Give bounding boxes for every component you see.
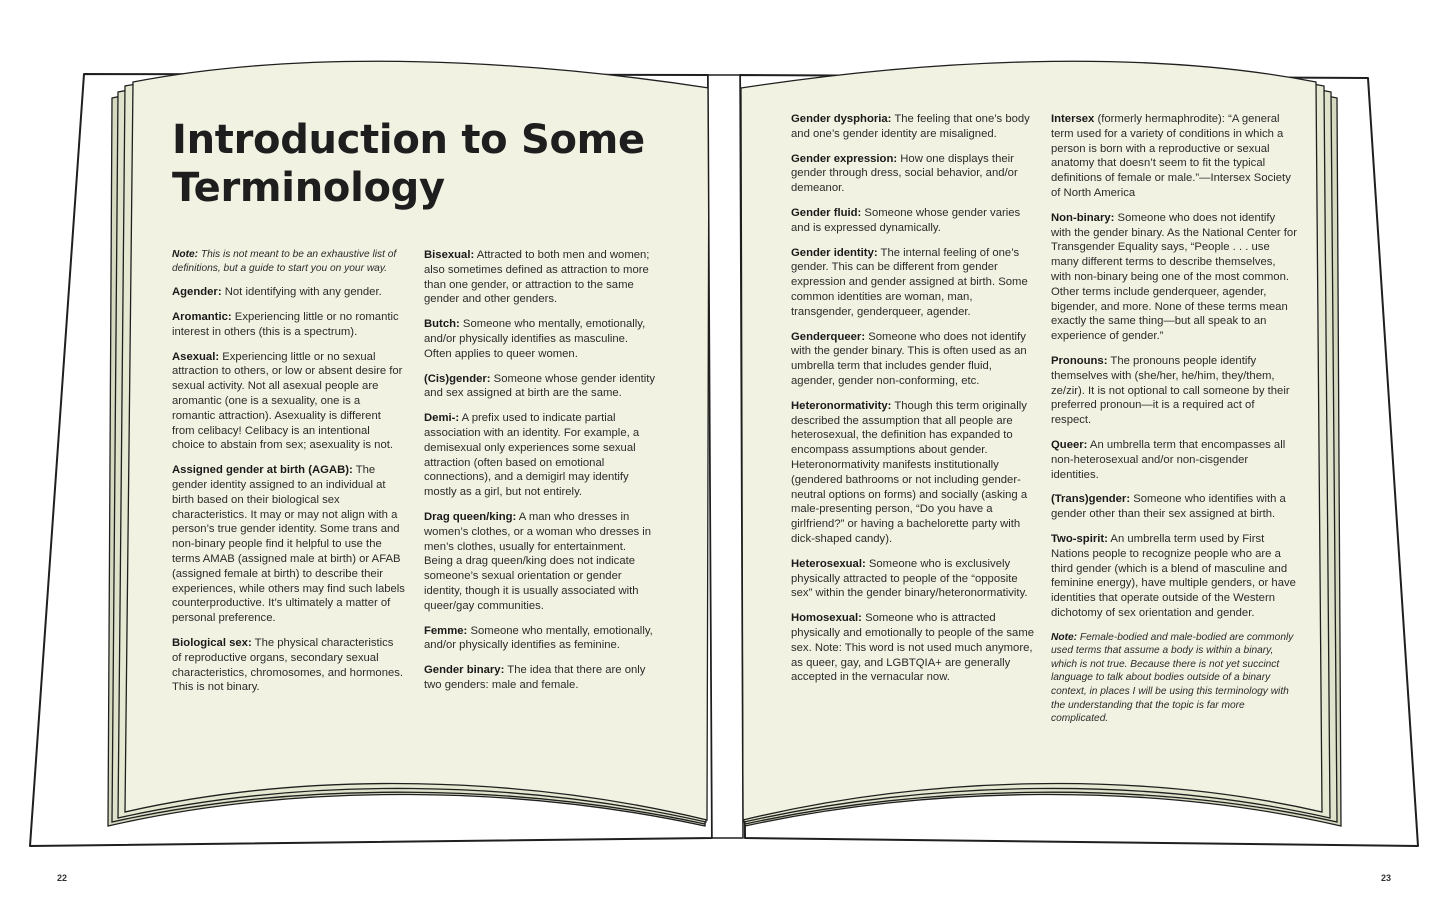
term-definition: Experiencing little or no romantic interest in others (this is a spectrum).: [172, 310, 399, 338]
term-entry: [791, 152, 1037, 196]
term-definition: This is not meant to be an exhaustive list of definitions, but a guide to start you on your way.: [172, 249, 397, 274]
note-entry: [1051, 631, 1297, 726]
term-heading: Femme:: [424, 624, 468, 637]
terms-column-2: [424, 248, 656, 703]
terms-column-1: [172, 248, 405, 705]
term-heading: Note:: [172, 249, 199, 260]
term-heading: Note:: [1051, 631, 1078, 643]
term-definition: The feeling that one’s body and one’s gender identity are misaligned.: [791, 113, 1030, 140]
term-heading: Heteronormativity:: [791, 399, 892, 412]
term-definition: Someone who identifies with a gender other than their sex assigned at birth.: [1051, 493, 1286, 521]
term-definition: Someone who does not identify with the gender binary. This is often used as an umbrella term that includes gender fluid, agender, gender non-conforming, etc.: [791, 330, 1027, 387]
term-entry: [424, 411, 656, 500]
term-entry: [424, 317, 656, 361]
term-heading: Gender dysphoria:: [791, 113, 892, 125]
term-definition: An umbrella term used by First Nations people to recognize people who are a third gender (which is a blend of masculine and feminine energy), have multiple genders, or have identities that operate outside of the Western dichotomy of sex orientation and gender.: [1051, 532, 1296, 619]
term-entry: [791, 611, 1037, 685]
term-definition: Someone whose gender varies and is expressed dynamically.: [791, 206, 1021, 234]
term-definition: Someone whose gender identity and sex assigned at birth are the same.: [424, 372, 656, 400]
term-entry: [172, 310, 405, 340]
term-entry: [1051, 211, 1297, 344]
term-heading: Two-spirit:: [1051, 532, 1108, 545]
term-heading: Gender identity:: [791, 246, 878, 259]
term-entry: [791, 330, 1037, 389]
term-definition: An umbrella term that encompasses all non-heterosexual and/or non-cisgender identities.: [1051, 438, 1286, 481]
term-entry: [172, 636, 405, 695]
term-heading: Intersex: [1051, 113, 1095, 125]
term-heading: Gender fluid:: [791, 206, 862, 219]
term-heading: Bisexual:: [424, 249, 475, 261]
term-definition: Attracted to both men and women; also sometimes defined as attraction to more than one gender, or attraction to the same gender and other genders.: [424, 249, 650, 306]
term-definition: Someone who is exclusively physically attracted to people of the “opposite sex” within the gender binary/heteronormativity.: [791, 557, 1028, 600]
term-entry: [791, 557, 1037, 601]
term-definition: Someone who is attracted physically and emotionally to people of the same sex. Note: This word is not used much anymore, as queer, gay, and LGBTQIA+ are generally accepted in the vernacular now.: [791, 612, 1035, 684]
term-entry: [424, 372, 656, 402]
term-entry: [1051, 438, 1297, 482]
term-heading: Aromantic:: [172, 310, 232, 323]
term-heading: Homosexual:: [791, 612, 862, 625]
page-number-right: 23: [1381, 873, 1392, 883]
term-entry: [172, 350, 405, 454]
term-entry: [791, 112, 1037, 142]
term-definition: The pronouns people identify themselves with (she/her, he/him, they/them, ze/zir). It is not optional to call someone by their preferred pronoun—it is a required act of respect.: [1051, 354, 1290, 427]
term-definition: Not identifying with any gender.: [221, 286, 382, 299]
term-entry: [424, 663, 656, 693]
note-entry: [172, 248, 405, 275]
term-definition: Someone who mentally, emotionally, and/or physically identifies as feminine.: [424, 624, 653, 652]
terms-column-3: [791, 112, 1037, 695]
term-definition: How one displays their gender through dress, social behavior, and/or demeanor.: [791, 152, 1018, 195]
term-entry: [1051, 354, 1297, 428]
term-definition: The idea that there are only two genders: male and female.: [424, 664, 646, 691]
term-definition: A prefix used to indicate partial association with an identity. For example, a demisexual only experiences some sexual attraction (often based on emotional connections), and a demigirl may identify mostly as a girl, but not entirely.: [424, 412, 640, 499]
term-entry: [791, 399, 1037, 547]
term-definition: The physical characteristics of reproductive organs, secondary sexual characteristics, chromosomes, and hormones. This is not binary.: [172, 636, 404, 694]
term-heading: (Cis)gender:: [424, 372, 491, 385]
term-entry: [424, 510, 656, 614]
term-entry: [791, 206, 1037, 236]
term-definition: The internal feeling of one’s gender. This can be different from gender expression and gender assigned at birth. Some common identities are woman, man, transgender, genderqueer, agender.: [791, 246, 1028, 318]
term-definition: Though this term originally described the assumption that all people are heterosexual, the definition has expanded to encompass assumptions about gender. Heteronormativity manifests institutionally (gendered bathrooms or not including gender-neutral options on forms) and socially (asking a male-presenting person, “Do you have a girlfriend?” or having a bachelorette party with dick-shaped candy).: [791, 399, 1028, 545]
term-heading: Genderqueer:: [791, 330, 866, 343]
term-heading: Assigned gender at birth (AGAB):: [172, 464, 353, 477]
term-heading: Drag queen/king:: [424, 510, 517, 523]
term-definition: (formerly hermaphrodite): “A general term used for a variety of conditions in which a person is born with a reproductive or sexual anatomy that doesn’t seem to fit the typical definitions of female or male.”—Intersex Society of North America: [1051, 113, 1291, 199]
term-heading: (Trans)gender:: [1051, 493, 1131, 506]
term-entry: [1051, 112, 1297, 201]
term-heading: Queer:: [1051, 438, 1088, 451]
term-entry: [424, 248, 656, 307]
term-heading: Pronouns:: [1051, 354, 1108, 367]
term-definition: Someone who mentally, emotionally, and/or physically identifies as masculine. Often applies to queer women.: [424, 318, 646, 360]
term-heading: Biological sex:: [172, 636, 252, 649]
term-heading: Butch:: [424, 318, 460, 331]
term-definition: Experiencing little or no sexual attraction to others, or low or absent desire for sexual activity. Not all asexual people are aromantic (one is a sexuality, one is a romantic attraction). Asexuality is different from celibacy! Celibacy is an intentional choice to abstain from sex; asexuality is not.: [172, 350, 403, 452]
term-definition: A man who dresses in women’s clothes, or a woman who dresses in men’s clothes, usually for entertainment. Being a drag queen/king does not indicate someone’s sexual orientation or gender identity, though it is usually associated with queer/gay communities.: [424, 510, 652, 612]
term-entry: [791, 246, 1037, 320]
terms-column-4: [1051, 112, 1297, 736]
term-heading: Demi-:: [424, 412, 460, 425]
term-heading: Agender:: [172, 286, 222, 299]
term-entry: [1051, 532, 1297, 621]
term-heading: Asexual:: [172, 350, 220, 363]
page-title: Introduction to Some Terminology: [172, 117, 645, 211]
term-entry: [172, 463, 405, 626]
term-heading: Heterosexual:: [791, 557, 866, 570]
term-entry: [1051, 492, 1297, 522]
term-entry: [172, 285, 405, 300]
term-definition: The gender identity assigned to an individual at birth based on their biological sex characteristics. It may or may not align with a person’s true gender identity. Some trans and non-binary people find it helpful to use the terms AMAB (assigned male at birth) or AFAB (assigned female at birth) to describe their experiences, while others may find such labels counterproductive. It’s ultimately a matter of personal preference.: [172, 464, 405, 625]
term-heading: Non-binary:: [1051, 211, 1115, 224]
term-heading: Gender expression:: [791, 152, 898, 165]
term-definition: Someone who does not identify with the gender binary. As the National Center for Transgender Equality says, “People . . . use many different terms to describe themselves, with non-binary being one of the most common. Other terms include genderqueer, agender, bigender, and more. None of these terms mean exactly the same thing—but all speak to an experience of gender.”: [1051, 211, 1297, 343]
page-number-left: 22: [57, 873, 68, 883]
term-definition: Female-bodied and male-bodied are commonly used terms that assume a body is within a binary, which is not true. Because there is not yet succinct language to talk about bodies outside of a binary context, in places I will be using this terminology with the understanding that the topic is far more complicated.: [1051, 631, 1294, 725]
term-heading: Gender binary:: [424, 664, 505, 677]
term-entry: [424, 624, 656, 654]
